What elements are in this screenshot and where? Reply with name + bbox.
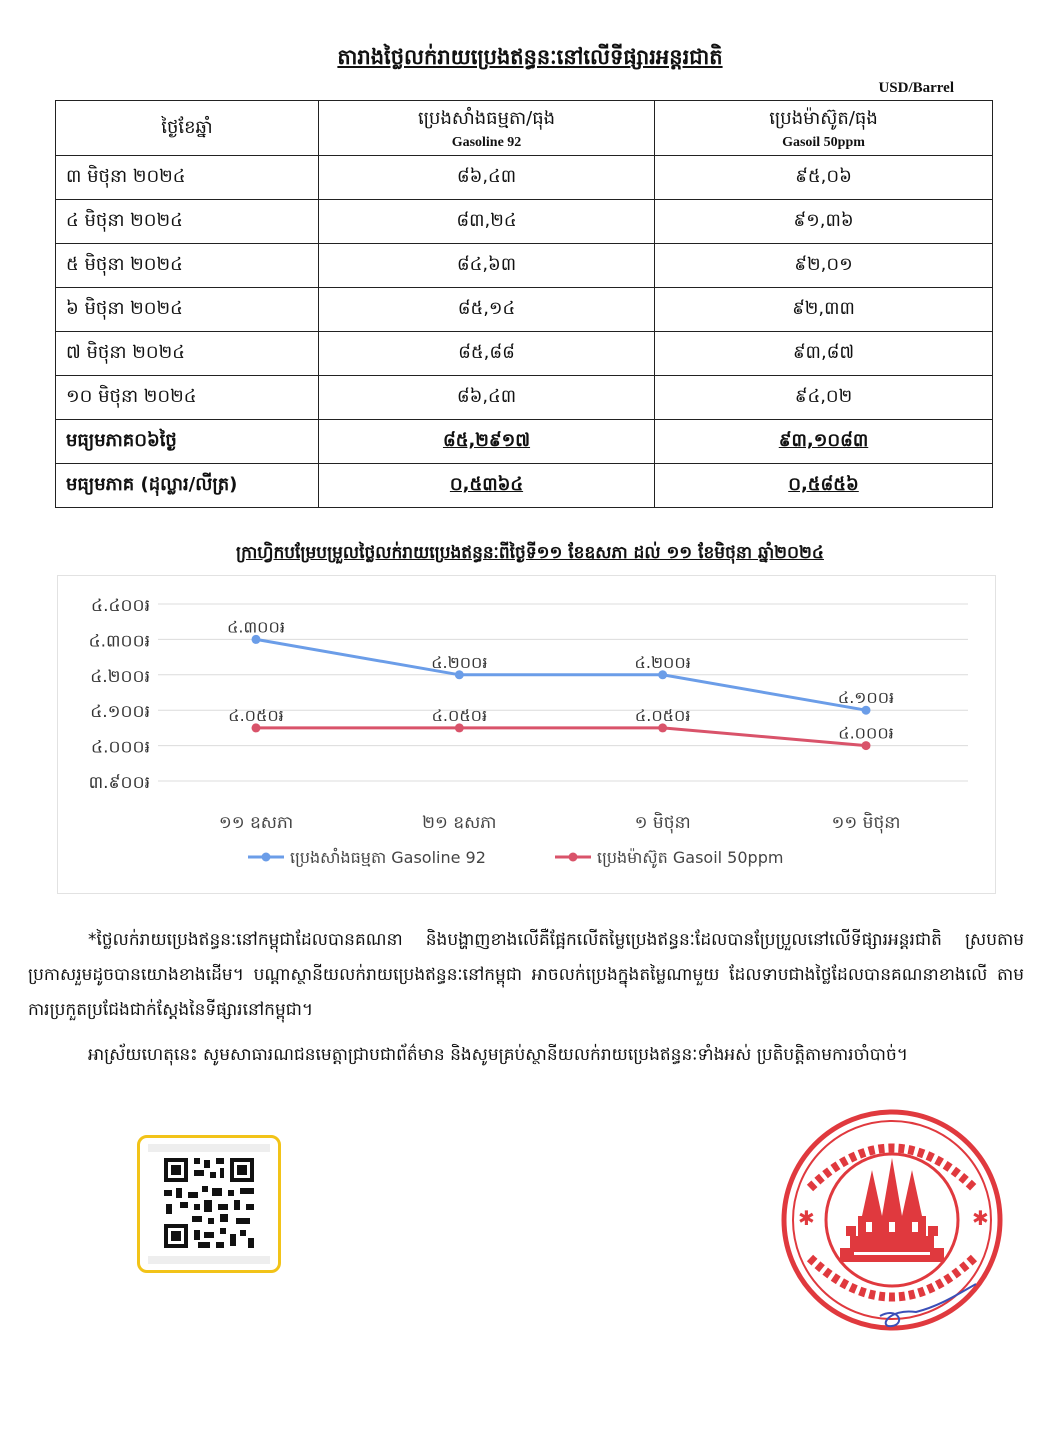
- gasoil-cell: ៩២,៣៣: [655, 288, 993, 332]
- table-row: [56, 288, 993, 332]
- y-tick-label: ៣.៩០០៛: [88, 773, 150, 793]
- header-gasoil: ប្រេងម៉ាស៊ូត/ធុង Gasoil 50ppm: [655, 101, 993, 156]
- date-cell: ១០ មិថុនា ២០២៤: [56, 376, 319, 420]
- date-cell: ៦ មិថុនា ២០២៤: [56, 288, 319, 332]
- line-chart-svg: [58, 576, 995, 893]
- legend-label: ប្រេងសាំងធម្មតា Gasoline 92: [290, 848, 486, 867]
- legend-label: ប្រេងម៉ាស៊ូត Gasoil 50ppm: [597, 848, 784, 867]
- data-label: ៤.០៥០៛: [431, 705, 488, 725]
- table-row: [56, 376, 993, 420]
- series-line: [256, 728, 866, 746]
- gasoil-cell: ៩៤,០២: [655, 376, 993, 420]
- x-tick-label: ១១ ឧសភា: [218, 813, 294, 833]
- document-title: តារាងថ្លៃលក់រាយប្រេងឥន្ធនៈនៅលើទីផ្សារអន្តរជាតិ: [337, 45, 723, 69]
- date-cell: ៥ មិថុនា ២០២៤: [56, 244, 319, 288]
- y-tick-label: ៤.២០០៛: [90, 666, 150, 687]
- average-per-liter-gasoline: ០,៥៣៦៤: [319, 464, 655, 508]
- average-label: មធ្យមភាគ០៦ថ្ងៃ: [56, 420, 319, 464]
- gasoline-cell: ៨៣,២៤: [319, 200, 655, 244]
- legend-marker: [262, 853, 271, 862]
- y-tick-label: ៤.០០០៛: [91, 737, 150, 758]
- gasoline-cell: ៨៥,៨៨: [319, 332, 655, 376]
- table-row: [56, 156, 993, 200]
- table-row: [56, 244, 993, 288]
- header-gasoline: ប្រេងសាំងធម្មតា/ធុង Gasoline 92: [319, 101, 655, 156]
- gasoil-cell: ៩១,៣៦: [655, 200, 993, 244]
- data-label: ៤.០៥០៛: [634, 705, 691, 725]
- gasoil-cell: ៩៣,៨៧: [655, 332, 993, 376]
- x-tick-label: ១ មិថុនា: [634, 813, 691, 833]
- x-tick-label: ២១ ឧសភា: [422, 813, 497, 833]
- gasoline-cell: ៨៥,១៤: [319, 288, 655, 332]
- average-gasoline: ៨៥,២៩១៧: [319, 420, 655, 464]
- header-date: ថ្ងៃខែឆ្នាំ: [56, 101, 319, 156]
- legend-marker: [569, 853, 578, 862]
- average-row: [56, 420, 993, 464]
- y-tick-label: ៤.៤០០៛: [91, 596, 150, 616]
- date-cell: ៧ មិថុនា ២០២៤: [56, 332, 319, 376]
- table-row: [56, 332, 993, 376]
- price-chart: [57, 575, 996, 894]
- date-cell: ៣ មិថុនា ២០២៤: [56, 156, 319, 200]
- svg-text:✱: ✱: [798, 1206, 815, 1230]
- date-cell: ៤ មិថុនា ២០២៤: [56, 200, 319, 244]
- gasoil-cell: ៩២,០១: [655, 244, 993, 288]
- average-gasoil: ៩៣,១០៨៣: [655, 420, 993, 464]
- y-tick-label: ៤.១០០៛: [90, 702, 150, 723]
- data-label: ៤.២០០៛: [634, 652, 691, 672]
- average-per-liter-label: មធ្យមភាគ (ដុល្លារ/លីត្រ): [56, 464, 319, 508]
- qr-code-card[interactable]: [137, 1135, 281, 1273]
- gasoline-cell: ៨៦,៤៣: [319, 376, 655, 420]
- data-label: ៤.១០០៛: [837, 688, 895, 708]
- ministry-seal-icon: [780, 1108, 1010, 1333]
- unit-label: USD/Barrel: [878, 80, 954, 96]
- chart-title: ក្រាហ្វិកបម្រែបម្រួលថ្លៃលក់រាយប្រេងឥន្ធនៈពីថ្ងៃទី១១ ខែឧសភា ដល់ ១១ ខែមិថុនា ឆ្នាំ២០២៤: [236, 543, 824, 563]
- note-paragraph: *ថ្លៃលក់រាយប្រេងឥន្ធនៈនៅកម្ពុជាដែលបានគណនា និងបង្ហាញខាងលើគឺផ្អែកលើតម្លៃប្រេងឥន្ធនៈដែលបានប្រែប្រួលនៅលើទីផ្សារអន្តរជាតិ ស្របតាមប្រកាសរួមដូចបានយោងខាងដើម។ បណ្តាស្ថានីយលក់រាយប្រេងឥន្ធនៈនៅកម្ពុជា អាចលក់ប្រេងក្នុងតម្លៃណាមួយ ដែលទាបជាងថ្លៃដែលបានគណនាខាងលើ តាមការប្រកួតប្រជែងជាក់ស្តែងនៃទីផ្សារនៅកម្ពុជា។: [28, 930, 1024, 1020]
- y-tick-label: ៤.៣០០៛: [88, 631, 150, 652]
- svg-text:✱: ✱: [972, 1206, 989, 1230]
- data-label: ៤.២០០៛: [431, 652, 488, 672]
- data-label: ៤.០០០៛: [838, 723, 894, 743]
- qr-code-icon: [140, 1138, 278, 1270]
- gasoline-cell: ៨៤,៦៣: [319, 244, 655, 288]
- table-header-row: [56, 101, 993, 156]
- official-seal: [780, 1108, 1010, 1337]
- gasoil-cell: ៩៥,០៦: [655, 156, 993, 200]
- table-row: [56, 200, 993, 244]
- gasoline-cell: ៨៦,៤៣: [319, 156, 655, 200]
- price-table: [55, 100, 993, 508]
- x-tick-label: ១១ មិថុនា: [831, 813, 901, 833]
- average-per-liter-gasoil: ០,៥៨៥៦: [655, 464, 993, 508]
- data-label: ៤.៣០០៛: [227, 617, 285, 637]
- data-label: ៤.០៥០៛: [228, 705, 284, 725]
- instruction-paragraph: អាស្រ័យហេតុនេះ សូមសាធារណជនមេត្តាជ្រាបជាព័ត៌មាន និងសូមគ្រប់ស្ថានីយលក់រាយប្រេងឥន្ធនៈទាំងអស់ ប្រតិបត្តិតាមការចាំបាច់។: [88, 1045, 908, 1065]
- average-per-liter-row: [56, 464, 993, 508]
